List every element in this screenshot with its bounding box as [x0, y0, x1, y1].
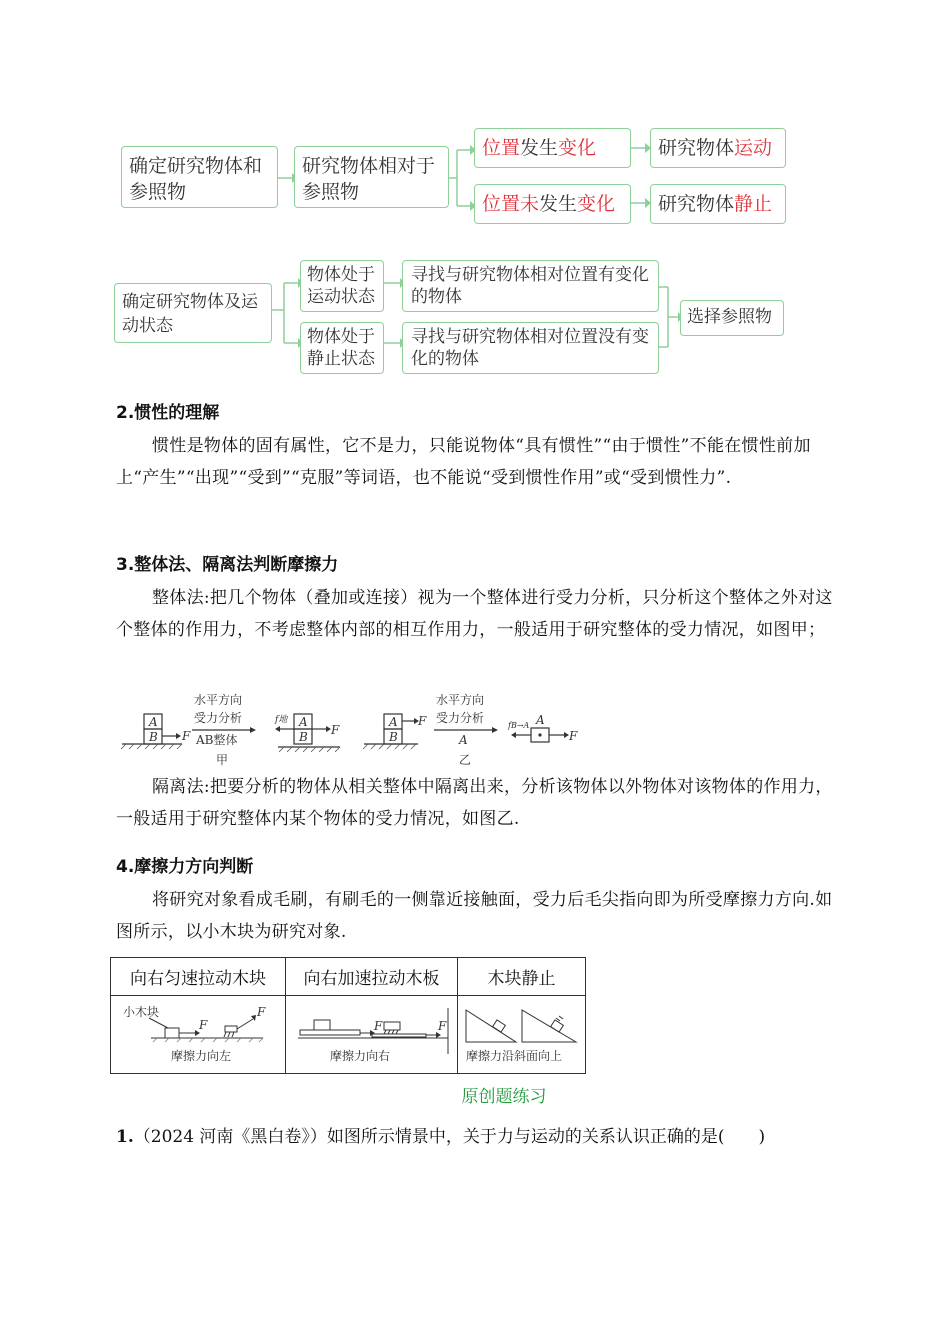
flow1-box6-part-b: 静止 [734, 193, 773, 215]
fig-label-f3: F [418, 714, 427, 728]
flow1-box5-part-b: 未 [520, 193, 540, 215]
accelerate-board-diagram [288, 996, 456, 1068]
static-incline-diagram [460, 996, 584, 1068]
flow1-box-determine [121, 146, 278, 208]
table-header-row [111, 958, 586, 996]
fig-label-f1: F [182, 729, 191, 743]
table-cell-accelerate [286, 996, 458, 1074]
section4-heading: 4.摩擦力方向判断 [116, 857, 254, 877]
fig-caption-jia: 甲 [216, 753, 229, 767]
section4-paragraph-text: 将研究对象看成毛刷，有刷毛的一侧靠近接触面，受力后毛尖指向即为所受摩擦力方向.如图所示，以小木块为研究对象. [116, 890, 833, 942]
force-label-1: F [199, 1018, 208, 1032]
fig-arrow2-bottom: A [459, 733, 468, 747]
question-1 [116, 1122, 846, 1147]
section2-heading: 2.惯性的理解 [116, 403, 220, 423]
flow1-box-static [650, 184, 786, 224]
table-header-cell: 向右匀速拉动木块 [111, 958, 286, 996]
question-1-number: 1. [116, 1127, 134, 1147]
friction-left-caption: 摩擦力向左 [171, 1049, 232, 1063]
section3-heading: 3.整体法、隔离法判断摩擦力 [116, 555, 339, 575]
table-header-cell: 向右加速拉动木板 [286, 958, 458, 996]
fig-label-f-ba: fB→A [508, 721, 530, 730]
fig-label-b2: B [299, 730, 308, 744]
flow1-box-position-unchanged [474, 184, 631, 224]
flow1-box1-text: 确定研究物体和参照物 [129, 155, 263, 203]
flow1-box3-part-a: 位置 [482, 137, 521, 159]
flow1-box4-part-b: 运动 [734, 137, 773, 159]
flow2-box1-text: 确定研究物体及运动状态 [122, 292, 258, 336]
flow1-box5-part-c: 发生 [539, 193, 578, 215]
section4-paragraph [116, 884, 836, 948]
section2-paragraph [116, 430, 836, 494]
flow1-box-relative [294, 146, 449, 208]
flow1-box3-part-b: 发生 [520, 137, 559, 159]
fig-label-f4: F [569, 729, 578, 743]
fig-label-a2: A [299, 715, 308, 729]
fig-label-a1: A [149, 715, 158, 729]
table-cell-static [458, 996, 586, 1074]
whole-isolation-figure [118, 692, 588, 772]
flow1-box4-part-a: 研究物体 [658, 137, 735, 159]
flow2-box-determine [114, 283, 272, 343]
fig-label-f-ground: f地 [275, 715, 288, 725]
section3-paragraph-isolation [116, 771, 836, 835]
flow1-box6-part-a: 研究物体 [658, 193, 735, 215]
practice-title: 原创题练习 [461, 1087, 547, 1107]
fig-label-a4: A [536, 713, 545, 727]
table-row [111, 996, 586, 1074]
flow2-box5-text: 寻找与研究物体相对位置没有变化的物体 [411, 327, 649, 369]
question-1-text: （2024 河南《黑白卷》）如图所示情景中，关于力与运动的关系认识正确的是( ) [133, 1127, 766, 1147]
flow2-box3-text: 物体处于静止状态 [307, 327, 375, 369]
flow2-box-find-unchanged [402, 322, 659, 374]
section3-paragraph-isolation-text: 隔离法:把要分析的物体从相关整体中隔离出来，分析该物体以外物体对该物体的作用力，一般适用于研究整体内某个物体的受力情况，如图乙. [116, 777, 833, 829]
flow2-box-find-changed [402, 260, 659, 312]
flow1-box5-part-a: 位置 [482, 193, 521, 215]
section3-paragraph-whole [116, 582, 836, 646]
fig-label-b3: B [389, 730, 398, 744]
friction-right-caption: 摩擦力向右 [329, 1049, 390, 1063]
flow2-box-choose-reference [680, 300, 784, 336]
fig-label-b1: B [149, 730, 158, 744]
fig-caption-yi: 乙 [459, 753, 472, 767]
fig-arrow2-mid: 受力分析 [436, 711, 485, 725]
fig-arrow1-bottom: AB整体 [196, 733, 238, 747]
table-cell-uniform [111, 996, 286, 1074]
force-label-2: F [257, 1005, 266, 1019]
flow1-box2-text: 研究物体相对于参照物 [302, 155, 436, 203]
flow1-box-moving [650, 128, 786, 168]
fig-label-f2: F [331, 723, 340, 737]
fig-label-a3: A [389, 715, 398, 729]
flow2-box4-text: 寻找与研究物体相对位置有变化的物体 [411, 265, 649, 307]
small-block-label: 小木块 [123, 1005, 160, 1019]
section3-paragraph-whole-text: 整体法:把几个物体（叠加或连接）视为一个整体进行受力分析，只分析这个整体之外对这个整体的作用力，不考虑整体内部的相互作用力，一般适用于研究整体的受力情况，如图甲； [116, 588, 833, 640]
section2-paragraph-text: 惯性是物体的固有属性，它不是力，只能说物体“具有惯性”“由于惯性”不能在惯性前加上“产生”“出现”“受到”“克服”等词语，也不能说“受到惯性作用”或“受到惯性力”. [116, 436, 811, 488]
friction-up-slope-caption: 摩擦力沿斜面向上 [465, 1049, 562, 1063]
flow1-box-position-changed [474, 128, 631, 168]
friction-direction-table [110, 957, 586, 1074]
flow2-box-static-state [300, 322, 384, 374]
flow1-box3-part-c: 变化 [558, 137, 597, 159]
flow2-box-moving-state [300, 260, 384, 312]
flow2-box2-text: 物体处于运动状态 [307, 265, 375, 307]
table-header-cell: 木块静止 [458, 958, 586, 996]
flow1-box5-part-d: 变化 [577, 193, 616, 215]
flow2-box6-text: 选择参照物 [687, 307, 772, 327]
fig-arrow1-top: 水平方向 [194, 693, 243, 707]
force-label-3: F [373, 1019, 382, 1033]
fig-arrow1-mid: 受力分析 [194, 711, 243, 725]
fig-arrow2-top: 水平方向 [436, 693, 485, 707]
uniform-pull-diagram [113, 996, 283, 1068]
force-label-4: F [437, 1019, 446, 1033]
